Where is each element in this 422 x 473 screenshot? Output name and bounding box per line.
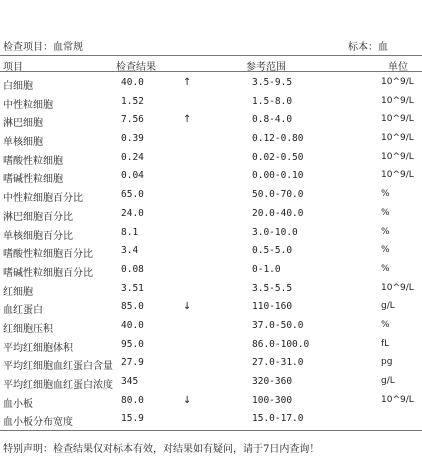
table-row: [0, 261, 422, 280]
cell-result-value: 8.1: [121, 226, 139, 238]
table-row: [0, 74, 422, 93]
divider-top: [0, 55, 422, 56]
cell-result-value: 85.0: [121, 301, 144, 313]
table-row: [0, 354, 422, 373]
cell-item-name: 血红蛋白: [3, 305, 43, 317]
cell-unit: 10^9/L: [381, 282, 414, 293]
cell-reference-range: 86.0-100.0: [252, 338, 310, 350]
cell-item-name: 中性粒细胞: [3, 99, 53, 111]
cell-result-value: 0.24: [121, 151, 144, 163]
cell-result-value: 80.0: [121, 394, 144, 406]
cell-item-name: 单核细胞百分比: [3, 230, 73, 242]
table-row: [0, 93, 422, 112]
cell-unit: 10^9/L: [381, 394, 414, 405]
cell-result-value: 24.0: [121, 207, 144, 219]
cell-unit: %: [381, 226, 390, 237]
report-meta: [0, 38, 422, 52]
cell-unit: %: [381, 245, 390, 256]
cell-result-value: 0.04: [121, 170, 144, 182]
cell-unit: %: [381, 263, 390, 274]
cell-item-name: 嗜酸性粒细胞百分比: [3, 249, 93, 261]
cell-item-name: 平均红细胞血红蛋白浓度: [3, 380, 113, 391]
table-row: [0, 317, 422, 336]
table-row: [0, 205, 422, 224]
cell-unit: 10^9/L: [381, 114, 414, 125]
cell-item-name: 单核细胞: [3, 137, 43, 149]
cell-reference-range: 0.8-4.0: [252, 114, 293, 126]
cell-result-value: 40.0: [121, 77, 144, 88]
cell-result-value: 3.4: [121, 245, 139, 257]
cell-result-value: 27.9: [121, 357, 144, 369]
cell-reference-range: 20.0-40.0: [252, 207, 304, 219]
cell-item-name: 淋巴细胞: [3, 118, 43, 130]
cell-abnormal-flag: ↑: [183, 77, 192, 88]
cell-unit: fL: [381, 338, 390, 349]
cell-item-name: 血小板: [3, 398, 33, 410]
disclaimer-note: 特别声明：检查结果仅对标本有效，对结果如有疑问，请于7日内查询！: [3, 444, 320, 455]
table-row: [0, 111, 422, 130]
results-table: [0, 74, 422, 429]
cell-reference-range: 0.5-5.0: [252, 245, 293, 257]
table-header: [0, 58, 422, 72]
cell-result-value: 15.9: [121, 413, 144, 425]
cell-unit: 10^9/L: [381, 151, 414, 162]
table-row: [0, 130, 422, 149]
cell-reference-range: 320-360: [252, 376, 293, 387]
cell-unit: 10^9/L: [381, 77, 414, 87]
cell-abnormal-flag: ↓: [183, 301, 192, 313]
cell-reference-range: 15.0-17.0: [252, 413, 304, 425]
cell-reference-range: 1.5-8.0: [252, 95, 293, 107]
cell-reference-range: 100-300: [252, 394, 293, 406]
column-header-item: 项目: [3, 62, 23, 73]
cell-unit: 10^9/L: [381, 133, 414, 144]
cell-item-name: 血小板分布宽度: [3, 417, 73, 429]
cell-item-name: 平均红细胞血红蛋白含量: [3, 361, 113, 373]
cell-result-value: 40.0: [121, 319, 144, 331]
cell-result-value: 1.52: [121, 95, 144, 107]
cell-item-name: 白细胞: [3, 81, 33, 92]
cell-reference-range: 0-1.0: [252, 263, 281, 275]
cell-result-value: 3.51: [121, 282, 144, 294]
table-row: [0, 373, 422, 392]
table-row: [0, 167, 422, 186]
cell-unit: g/L: [381, 376, 395, 386]
column-header-result: 检查结果: [116, 62, 156, 73]
cell-unit: pg: [381, 357, 393, 368]
cell-result-value: 0.08: [121, 263, 144, 275]
cell-item-name: 淋巴细胞百分比: [3, 211, 73, 223]
cell-result-value: 0.39: [121, 133, 144, 145]
cell-unit: %: [381, 207, 390, 218]
table-row: [0, 392, 422, 411]
cell-item-name: 红细胞: [3, 286, 33, 298]
cell-item-name: 中性粒细胞百分比: [3, 193, 83, 205]
cell-unit: 10^9/L: [381, 95, 414, 106]
cell-unit: g/L: [381, 301, 395, 312]
cell-reference-range: 0.02-0.50: [252, 151, 304, 163]
cell-unit: %: [381, 319, 390, 330]
column-header-reference: 参考范围: [246, 62, 286, 73]
cell-item-name: 红细胞压积: [3, 323, 53, 335]
cell-reference-range: 27.0-31.0: [252, 357, 304, 369]
divider-header: [0, 71, 422, 72]
table-row: [0, 149, 422, 168]
cell-reference-range: 110-160: [252, 301, 293, 313]
cell-reference-range: 3.0-10.0: [252, 226, 298, 238]
table-row: [0, 410, 422, 429]
table-row: [0, 336, 422, 355]
cell-reference-range: 0.00-0.10: [252, 170, 304, 182]
cell-item-name: 嗜碱性粒细胞: [3, 174, 63, 186]
table-row: [0, 224, 422, 243]
table-row: [0, 242, 422, 261]
cell-reference-range: 37.0-50.0: [252, 319, 304, 331]
table-row: [0, 280, 422, 299]
cell-item-name: 平均红细胞体积: [3, 342, 73, 354]
cell-item-name: 嗜酸性粒细胞: [3, 155, 63, 167]
cell-item-name: 嗜碱性粒细胞百分比: [3, 267, 93, 279]
cell-unit: 10^9/L: [381, 170, 414, 181]
exam-item-label: 检查项目：血常规: [3, 42, 83, 53]
cell-reference-range: 3.5-5.5: [252, 282, 293, 294]
column-header-unit: 单位: [388, 62, 408, 73]
table-row: [0, 186, 422, 205]
cell-reference-range: 3.5-9.5: [252, 77, 293, 88]
cell-abnormal-flag: ↑: [183, 114, 192, 126]
cell-result-value: 7.56: [121, 114, 144, 126]
cell-unit: %: [381, 189, 390, 200]
sample-label: 标本：血: [348, 42, 388, 53]
divider-bottom: [0, 430, 422, 431]
cell-result-value: 345: [121, 376, 139, 387]
table-row: [0, 298, 422, 317]
cell-reference-range: 0.12-0.80: [252, 133, 304, 145]
cell-abnormal-flag: ↓: [183, 394, 192, 406]
cell-result-value: 95.0: [121, 338, 144, 350]
cell-reference-range: 50.0-70.0: [252, 189, 304, 201]
cell-result-value: 65.0: [121, 189, 144, 201]
